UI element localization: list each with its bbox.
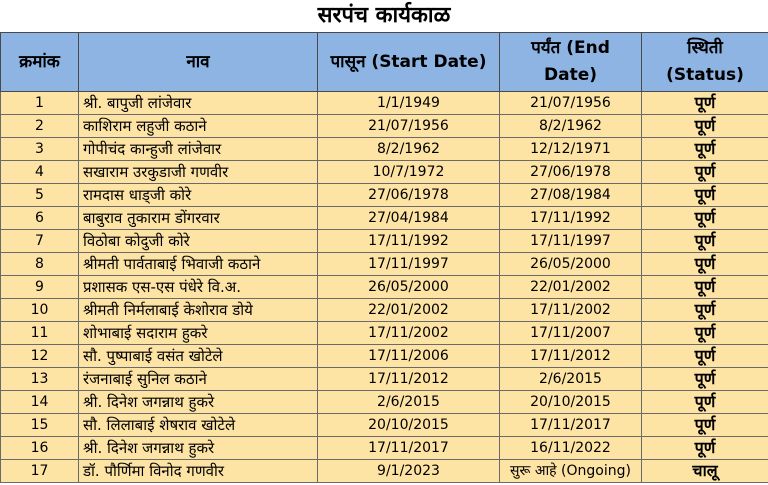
- serial-cell: 11: [1, 322, 79, 345]
- status-cell: पूर्ण: [642, 184, 768, 207]
- end-date-cell: 27/06/1978: [500, 161, 642, 184]
- status-cell: पूर्ण: [642, 115, 768, 138]
- end-date-cell: 16/11/2022: [500, 437, 642, 460]
- start-date-cell: 20/10/2015: [318, 414, 500, 437]
- name-cell: श्री. बापुजी लांजेवार: [79, 92, 318, 115]
- table-body: [1, 92, 768, 483]
- start-date-cell: 17/11/2006: [318, 345, 500, 368]
- status-cell: पूर्ण: [642, 161, 768, 184]
- status-cell: पूर्ण: [642, 138, 768, 161]
- name-cell: श्रीमती निर्मलाबाई केशोराव डोये: [79, 299, 318, 322]
- name-cell: सौ. पुष्पाबाई वसंत खोटेले: [79, 345, 318, 368]
- page-title: सरपंच कार्यकाळ: [317, 3, 451, 28]
- start-date-cell: 17/11/2017: [318, 437, 500, 460]
- header-end-date: पर्यंत (End Date): [500, 33, 642, 92]
- name-cell: रामदास धाड्जी कोरे: [79, 184, 318, 207]
- start-date-cell: 1/1/1949: [318, 92, 500, 115]
- table-row: [1, 276, 768, 299]
- name-cell: सौ. लिलाबाई शेषराव खोटेले: [79, 414, 318, 437]
- end-date-cell: 2/6/2015: [500, 368, 642, 391]
- end-date-cell: 12/12/1971: [500, 138, 642, 161]
- end-date-cell: 26/05/2000: [500, 253, 642, 276]
- table-row: [1, 322, 768, 345]
- end-date-cell: 17/11/2017: [500, 414, 642, 437]
- start-date-cell: 17/11/2002: [318, 322, 500, 345]
- status-cell: पूर्ण: [642, 391, 768, 414]
- header-status: स्थिती (Status): [642, 33, 768, 92]
- start-date-cell: 17/11/1997: [318, 253, 500, 276]
- end-date-cell: 17/11/2007: [500, 322, 642, 345]
- serial-cell: 6: [1, 207, 79, 230]
- table-row: [1, 207, 768, 230]
- start-date-cell: 10/7/1972: [318, 161, 500, 184]
- status-cell: पूर्ण: [642, 345, 768, 368]
- name-cell: सखाराम उरकुडाजी गणवीर: [79, 161, 318, 184]
- serial-cell: 17: [1, 460, 79, 483]
- status-cell: पूर्ण: [642, 322, 768, 345]
- serial-cell: 13: [1, 368, 79, 391]
- table-row: [1, 437, 768, 460]
- status-cell: पूर्ण: [642, 253, 768, 276]
- start-date-cell: 22/01/2002: [318, 299, 500, 322]
- status-cell: पूर्ण: [642, 207, 768, 230]
- name-cell: रंजनाबाई सुनिल कठाने: [79, 368, 318, 391]
- serial-cell: 15: [1, 414, 79, 437]
- serial-cell: 12: [1, 345, 79, 368]
- serial-cell: 14: [1, 391, 79, 414]
- start-date-cell: 17/11/1992: [318, 230, 500, 253]
- start-date-cell: 17/11/2012: [318, 368, 500, 391]
- name-cell: डॉ. पौर्णिमा विनोद गणवीर: [79, 460, 318, 483]
- end-date-cell: 27/08/1984: [500, 184, 642, 207]
- serial-cell: 16: [1, 437, 79, 460]
- table-row: [1, 115, 768, 138]
- table-row: [1, 161, 768, 184]
- table-row: [1, 138, 768, 161]
- name-cell: बाबुराव तुकाराम डोंगरवार: [79, 207, 318, 230]
- end-date-cell: 20/10/2015: [500, 391, 642, 414]
- table-header-row: [1, 33, 768, 92]
- start-date-cell: 8/2/1962: [318, 138, 500, 161]
- serial-cell: 8: [1, 253, 79, 276]
- status-cell: पूर्ण: [642, 276, 768, 299]
- table-row: [1, 253, 768, 276]
- end-date-cell: 17/11/2002: [500, 299, 642, 322]
- status-cell: पूर्ण: [642, 230, 768, 253]
- name-cell: श्री. दिनेश जगन्नाथ हुकरे: [79, 437, 318, 460]
- end-date-cell: 8/2/1962: [500, 115, 642, 138]
- table-row: [1, 184, 768, 207]
- serial-cell: 4: [1, 161, 79, 184]
- end-date-cell: 17/11/2012: [500, 345, 642, 368]
- serial-cell: 10: [1, 299, 79, 322]
- end-date-cell: 17/11/1992: [500, 207, 642, 230]
- serial-cell: 3: [1, 138, 79, 161]
- serial-cell: 9: [1, 276, 79, 299]
- name-cell: प्रशासक एस-एस पंधेरे वि.अ.: [79, 276, 318, 299]
- status-cell: पूर्ण: [642, 368, 768, 391]
- status-cell: पूर्ण: [642, 437, 768, 460]
- end-date-cell: 22/01/2002: [500, 276, 642, 299]
- start-date-cell: 9/1/2023: [318, 460, 500, 483]
- status-cell: पूर्ण: [642, 299, 768, 322]
- table-row: [1, 368, 768, 391]
- start-date-cell: 21/07/1956: [318, 115, 500, 138]
- start-date-cell: 26/05/2000: [318, 276, 500, 299]
- header-name: नाव: [79, 33, 318, 92]
- name-cell: गोपीचंद कान्हुजी लांजेवार: [79, 138, 318, 161]
- header-start-date: पासून (Start Date): [318, 33, 500, 92]
- serial-cell: 2: [1, 115, 79, 138]
- status-cell: पूर्ण: [642, 92, 768, 115]
- table-row: [1, 230, 768, 253]
- name-cell: श्री. दिनेश जगन्नाथ हुकरे: [79, 391, 318, 414]
- start-date-cell: 2/6/2015: [318, 391, 500, 414]
- table-row: [1, 414, 768, 437]
- name-cell: काशिराम लहुजी कठाने: [79, 115, 318, 138]
- table-row: [1, 345, 768, 368]
- serial-cell: 1: [1, 92, 79, 115]
- table-row: [1, 391, 768, 414]
- end-date-cell: सुरू आहे (Ongoing): [500, 460, 642, 483]
- header-serial: क्रमांक: [1, 33, 79, 92]
- table-row: [1, 92, 768, 115]
- serial-cell: 5: [1, 184, 79, 207]
- table-row: [1, 299, 768, 322]
- serial-cell: 7: [1, 230, 79, 253]
- status-cell: चालू: [642, 460, 768, 483]
- status-cell: पूर्ण: [642, 414, 768, 437]
- start-date-cell: 27/06/1978: [318, 184, 500, 207]
- end-date-cell: 21/07/1956: [500, 92, 642, 115]
- start-date-cell: 27/04/1984: [318, 207, 500, 230]
- name-cell: विठोबा कोदुजी कोरे: [79, 230, 318, 253]
- table-row: [1, 460, 768, 483]
- name-cell: शोभाबाई सदाराम हुकरे: [79, 322, 318, 345]
- name-cell: श्रीमती पार्वताबाई भिवाजी कठाने: [79, 253, 318, 276]
- end-date-cell: 17/11/1997: [500, 230, 642, 253]
- sarpanch-table: [0, 32, 768, 483]
